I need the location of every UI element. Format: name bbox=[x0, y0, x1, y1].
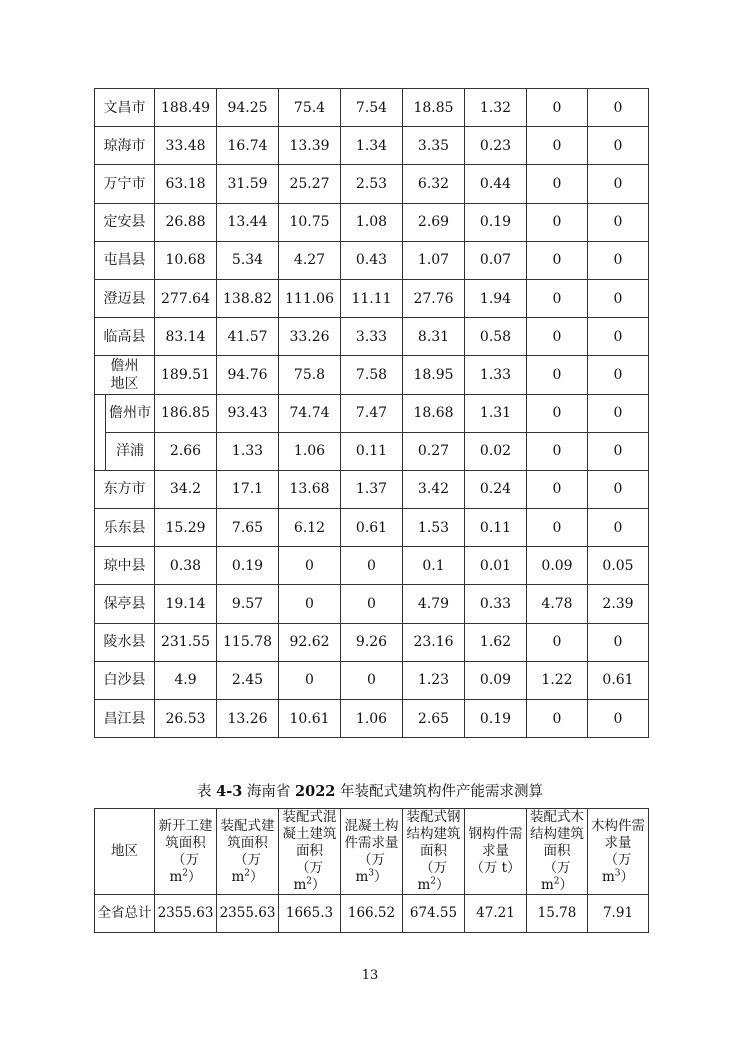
table-cell: 0 bbox=[527, 279, 588, 317]
header-unit-exponent: 2 bbox=[430, 876, 437, 887]
table-cell: 0 bbox=[588, 241, 649, 279]
table-cell: 63.18 bbox=[155, 165, 217, 203]
table-cell: 25.27 bbox=[279, 165, 341, 203]
table-cell: 2355.63 bbox=[155, 895, 217, 933]
header-line bbox=[155, 852, 216, 886]
table-cell: 4.79 bbox=[403, 585, 465, 623]
table-cell: 0.44 bbox=[465, 165, 527, 203]
table-cell: 0 bbox=[527, 241, 588, 279]
table-cell: 1.06 bbox=[279, 432, 341, 470]
header-cell bbox=[527, 809, 588, 895]
table-cell: 0.07 bbox=[465, 241, 527, 279]
row-name: 昌江县 bbox=[95, 700, 155, 738]
table-cell: 0 bbox=[527, 700, 588, 738]
table-row bbox=[95, 470, 649, 508]
row-name: 临高县 bbox=[95, 318, 155, 356]
table-cell: 75.8 bbox=[279, 356, 341, 394]
table-cell: 13.44 bbox=[217, 203, 279, 241]
row-name: 澄迈县 bbox=[95, 279, 155, 317]
header-unit-exponent: 2 bbox=[306, 876, 313, 887]
table-cell: 2.65 bbox=[403, 700, 465, 738]
header-cell bbox=[588, 809, 649, 895]
table-row bbox=[95, 585, 649, 623]
header-unit-close: ） bbox=[188, 868, 202, 885]
header-line bbox=[279, 809, 340, 826]
table-cell: 0 bbox=[341, 547, 403, 585]
header-cell bbox=[217, 809, 279, 895]
table-cell: 3.33 bbox=[341, 318, 403, 356]
table-cell: 13.39 bbox=[279, 127, 341, 165]
table-cell: 189.51 bbox=[155, 356, 217, 394]
header-unit-close: ） bbox=[436, 877, 450, 893]
table-cell: 0.19 bbox=[217, 547, 279, 585]
table-cell: 0 bbox=[588, 432, 649, 470]
table-row bbox=[95, 318, 649, 356]
header-line bbox=[588, 835, 648, 852]
table-cell: 4.78 bbox=[527, 585, 588, 623]
table-cell: 26.53 bbox=[155, 700, 217, 738]
table-cell: 1.33 bbox=[217, 432, 279, 470]
header-cell bbox=[279, 809, 341, 895]
row-name: 洋浦 bbox=[106, 432, 155, 470]
table-cell: 18.68 bbox=[403, 394, 465, 432]
header-text: 结构建筑 bbox=[530, 826, 584, 842]
table-cell: 0.33 bbox=[465, 585, 527, 623]
table-cell: 1.07 bbox=[403, 241, 465, 279]
header-text: 凝土建筑 bbox=[282, 826, 337, 842]
table-cell: 0 bbox=[527, 394, 588, 432]
row-name: 琼中县 bbox=[95, 547, 155, 585]
table-row bbox=[95, 279, 649, 317]
row-name: 琼海市 bbox=[95, 127, 155, 165]
table-cell: 16.74 bbox=[217, 127, 279, 165]
table-cell: 0 bbox=[588, 89, 649, 127]
header-cell bbox=[465, 809, 527, 895]
table-cell: 0.09 bbox=[527, 547, 588, 585]
table-row bbox=[95, 700, 649, 738]
page-number: 13 bbox=[361, 968, 379, 983]
row-name-line: 儋州 bbox=[110, 357, 139, 374]
table-cell: 0.19 bbox=[465, 700, 527, 738]
header-text: （万 m bbox=[231, 851, 261, 885]
table-cell: 1.94 bbox=[465, 279, 527, 317]
header-text: （万 m bbox=[293, 860, 323, 893]
table-cell: 0 bbox=[588, 470, 649, 508]
table-cell: 115.78 bbox=[217, 623, 279, 661]
table-cell: 0 bbox=[341, 661, 403, 699]
table-cell: 0 bbox=[341, 585, 403, 623]
table-cell: 0 bbox=[588, 356, 649, 394]
table-cell: 3.42 bbox=[403, 470, 465, 508]
row-name: 全省总计 bbox=[95, 895, 155, 933]
table-row bbox=[95, 661, 649, 699]
table-cell: 92.62 bbox=[279, 623, 341, 661]
header-text: 装配式混 bbox=[282, 809, 337, 825]
header-unit-exponent: 2 bbox=[182, 868, 189, 878]
table-cell: 41.57 bbox=[217, 318, 279, 356]
row-name: 保亭县 bbox=[95, 585, 155, 623]
table-row bbox=[95, 356, 649, 394]
header-text: （万 m bbox=[355, 851, 385, 885]
row-name: 定安县 bbox=[95, 203, 155, 241]
table-cell: 0 bbox=[588, 279, 649, 317]
header-unit-close: ） bbox=[312, 877, 326, 893]
table-cell: 94.25 bbox=[217, 89, 279, 127]
table-cell: 10.75 bbox=[279, 203, 341, 241]
header-line bbox=[588, 852, 648, 886]
table-cell: 0 bbox=[527, 356, 588, 394]
table-body bbox=[95, 89, 649, 738]
header-text: 混凝土构 bbox=[344, 817, 399, 834]
table-cell: 31.59 bbox=[217, 165, 279, 203]
header-text: 钢构件需 bbox=[468, 826, 523, 842]
table-cell: 94.76 bbox=[217, 356, 279, 394]
table-total-row bbox=[95, 895, 649, 933]
table-cell: 15.29 bbox=[155, 509, 217, 547]
table-cell: 0 bbox=[279, 547, 341, 585]
table-cell: 0.23 bbox=[465, 127, 527, 165]
table-cell: 75.4 bbox=[279, 89, 341, 127]
table-cell: 11.11 bbox=[341, 279, 403, 317]
table-cell: 0.43 bbox=[341, 241, 403, 279]
header-text: 筑面积 bbox=[227, 834, 268, 851]
table-cell: 166.52 bbox=[341, 895, 403, 933]
table-cell: 6.32 bbox=[403, 165, 465, 203]
header-line bbox=[403, 843, 464, 860]
table-cell: 0 bbox=[527, 203, 588, 241]
header-line bbox=[527, 860, 587, 894]
header-text: 求量 bbox=[604, 834, 632, 851]
table-cell: 0.38 bbox=[155, 547, 217, 585]
table-row bbox=[95, 165, 649, 203]
table-cell: 0.27 bbox=[403, 432, 465, 470]
header-line bbox=[155, 835, 216, 852]
header-line bbox=[341, 818, 402, 835]
caption-number: 4-3 bbox=[216, 783, 243, 800]
table-cell: 0 bbox=[588, 165, 649, 203]
table-cell: 0.11 bbox=[465, 509, 527, 547]
table-cell: 3.35 bbox=[403, 127, 465, 165]
indent-cell bbox=[95, 394, 106, 432]
table-cell: 0 bbox=[588, 394, 649, 432]
header-line bbox=[155, 818, 216, 835]
table-row bbox=[95, 394, 649, 432]
table-cell: 0.1 bbox=[403, 547, 465, 585]
header-cell bbox=[155, 809, 217, 895]
caption-text-1: 海南省 bbox=[242, 784, 296, 800]
caption-prefix: 表 bbox=[197, 784, 217, 800]
table-cell: 1.37 bbox=[341, 470, 403, 508]
header-text: 面积 bbox=[420, 843, 447, 859]
row-name: 陵水县 bbox=[95, 623, 155, 661]
table-cell: 0.24 bbox=[465, 470, 527, 508]
header-unit-close: ） bbox=[559, 877, 574, 893]
header-text: 装配式钢 bbox=[406, 809, 461, 825]
table-cell: 33.48 bbox=[155, 127, 217, 165]
table-cell: 0 bbox=[527, 509, 588, 547]
table-cell: 10.68 bbox=[155, 241, 217, 279]
header-line bbox=[403, 826, 464, 843]
header-text: 件需求量 bbox=[344, 834, 399, 851]
table-cell: 26.88 bbox=[155, 203, 217, 241]
table-cell: 2.69 bbox=[403, 203, 465, 241]
table-row bbox=[95, 432, 649, 470]
header-text: 面积 bbox=[543, 843, 571, 859]
table-cell: 18.95 bbox=[403, 356, 465, 394]
table-row bbox=[95, 127, 649, 165]
row-name: 屯昌县 bbox=[95, 241, 155, 279]
table-cell: 1.62 bbox=[465, 623, 527, 661]
table-cell: 9.57 bbox=[217, 585, 279, 623]
header-text: 装配式建 bbox=[220, 817, 275, 834]
table-cell: 0.09 bbox=[465, 661, 527, 699]
header-line bbox=[341, 852, 402, 886]
header-line bbox=[588, 818, 648, 835]
table-cell: 0 bbox=[527, 318, 588, 356]
table-cell: 17.1 bbox=[217, 470, 279, 508]
data-table-total bbox=[94, 808, 649, 933]
table-cell: 1.34 bbox=[341, 127, 403, 165]
table-cell: 83.14 bbox=[155, 318, 217, 356]
header-text: 求量 bbox=[482, 843, 509, 859]
header-line bbox=[279, 860, 340, 894]
table-cell: 1.33 bbox=[465, 356, 527, 394]
header-unit-exponent: 3 bbox=[368, 868, 375, 878]
table-cell: 188.49 bbox=[155, 89, 217, 127]
row-name-line: 地区 bbox=[110, 375, 139, 392]
row-name: 儋州市 bbox=[106, 394, 155, 432]
table-cell: 0.61 bbox=[341, 509, 403, 547]
table-cell: 5.34 bbox=[217, 241, 279, 279]
table-cell: 4.9 bbox=[155, 661, 217, 699]
header-line bbox=[527, 826, 587, 843]
header-cell bbox=[341, 809, 403, 895]
table-cell: 19.14 bbox=[155, 585, 217, 623]
table-row bbox=[95, 241, 649, 279]
header-cell bbox=[95, 809, 155, 895]
header-text: 木构件需 bbox=[591, 817, 645, 834]
header-line bbox=[527, 809, 587, 826]
table-cell: 2.45 bbox=[217, 661, 279, 699]
header-unit-exponent: 2 bbox=[244, 868, 251, 878]
table-cell: 7.65 bbox=[217, 509, 279, 547]
table-cell: 0.02 bbox=[465, 432, 527, 470]
header-unit-exponent: 2 bbox=[553, 876, 560, 887]
table-cell: 277.64 bbox=[155, 279, 217, 317]
table-cell: 2.66 bbox=[155, 432, 217, 470]
table-row bbox=[95, 623, 649, 661]
header-text: （万 m bbox=[169, 851, 199, 885]
header-text: （万 m bbox=[540, 860, 571, 893]
table-cell: 1.32 bbox=[465, 89, 527, 127]
table-cell: 0 bbox=[588, 700, 649, 738]
header-line bbox=[465, 860, 526, 877]
table-cell: 7.91 bbox=[588, 895, 649, 933]
table-cell: 27.76 bbox=[403, 279, 465, 317]
header-line bbox=[465, 826, 526, 843]
header-line bbox=[217, 852, 278, 886]
row-name: 东方市 bbox=[95, 470, 155, 508]
table-cell: 0.58 bbox=[465, 318, 527, 356]
row-name: 乐东县 bbox=[95, 509, 155, 547]
table-cell: 0 bbox=[588, 509, 649, 547]
table-cell: 1665.3 bbox=[279, 895, 341, 933]
table-cell: 7.54 bbox=[341, 89, 403, 127]
table-cell: 2.39 bbox=[588, 585, 649, 623]
header-unit-close: ） bbox=[620, 868, 635, 885]
table-cell: 7.58 bbox=[341, 356, 403, 394]
header-line bbox=[341, 835, 402, 852]
header-text: 筑面积 bbox=[165, 834, 206, 851]
table-cell: 93.43 bbox=[217, 394, 279, 432]
table-cell: 0 bbox=[527, 623, 588, 661]
table-cell: 10.61 bbox=[279, 700, 341, 738]
header-line bbox=[279, 843, 340, 860]
table-caption bbox=[0, 780, 740, 801]
table-cell: 674.55 bbox=[403, 895, 465, 933]
table-cell: 1.23 bbox=[403, 661, 465, 699]
table-cell: 1.22 bbox=[527, 661, 588, 699]
header-text: 地区 bbox=[111, 843, 138, 859]
table-row bbox=[95, 203, 649, 241]
table-cell: 2.53 bbox=[341, 165, 403, 203]
header-text: 结构建筑 bbox=[406, 826, 461, 842]
table-cell: 0 bbox=[588, 203, 649, 241]
header-unit-close: ） bbox=[250, 868, 264, 885]
header-text: （万 t） bbox=[470, 860, 521, 876]
table-cell: 0.05 bbox=[588, 547, 649, 585]
header-text: （万 m bbox=[601, 851, 632, 885]
table-cell: 0 bbox=[279, 661, 341, 699]
table-cell: 0.61 bbox=[588, 661, 649, 699]
header-unit-exponent: 3 bbox=[614, 868, 621, 878]
table-cell: 0.01 bbox=[465, 547, 527, 585]
table-cell: 9.26 bbox=[341, 623, 403, 661]
table-cell: 47.21 bbox=[465, 895, 527, 933]
header-line bbox=[527, 843, 587, 860]
table-header-row bbox=[95, 809, 649, 895]
row-name: 白沙县 bbox=[95, 661, 155, 699]
header-text: 新开工建 bbox=[158, 817, 213, 834]
table-cell: 7.47 bbox=[341, 394, 403, 432]
header-unit-close: ） bbox=[374, 868, 388, 885]
table-cell: 33.26 bbox=[279, 318, 341, 356]
table-cell: 2355.63 bbox=[217, 895, 279, 933]
table-cell: 0 bbox=[588, 623, 649, 661]
header-text: 装配式木 bbox=[530, 809, 584, 825]
table-cell: 18.85 bbox=[403, 89, 465, 127]
table-row bbox=[95, 547, 649, 585]
header-text: （万 m bbox=[417, 860, 447, 893]
table-cell: 23.16 bbox=[403, 623, 465, 661]
header-line bbox=[403, 860, 464, 894]
header-line bbox=[403, 809, 464, 826]
header-line bbox=[279, 826, 340, 843]
table-cell: 15.78 bbox=[527, 895, 588, 933]
header-line bbox=[217, 818, 278, 835]
row-name: 万宁市 bbox=[95, 165, 155, 203]
table-cell: 0 bbox=[588, 127, 649, 165]
table-cell: 13.68 bbox=[279, 470, 341, 508]
row-name: 文昌市 bbox=[95, 89, 155, 127]
table-cell: 0 bbox=[527, 89, 588, 127]
table-cell: 34.2 bbox=[155, 470, 217, 508]
table-cell: 74.74 bbox=[279, 394, 341, 432]
table-cell: 6.12 bbox=[279, 509, 341, 547]
table-cell: 1.31 bbox=[465, 394, 527, 432]
caption-year: 2022 bbox=[295, 783, 336, 800]
table-cell: 231.55 bbox=[155, 623, 217, 661]
data-table-upper bbox=[94, 88, 649, 738]
table-cell: 1.06 bbox=[341, 700, 403, 738]
table-cell: 8.31 bbox=[403, 318, 465, 356]
table-cell: 186.85 bbox=[155, 394, 217, 432]
table-cell: 111.06 bbox=[279, 279, 341, 317]
table-cell: 1.08 bbox=[341, 203, 403, 241]
table-cell: 4.27 bbox=[279, 241, 341, 279]
table-cell: 1.53 bbox=[403, 509, 465, 547]
table-cell: 13.26 bbox=[217, 700, 279, 738]
table-cell: 0 bbox=[527, 432, 588, 470]
table-cell: 0 bbox=[527, 127, 588, 165]
caption-text-2: 年装配式建筑构件产能需求测算 bbox=[335, 784, 543, 800]
header-text: 面积 bbox=[296, 843, 323, 859]
indent-cell bbox=[95, 432, 106, 470]
header-line bbox=[95, 843, 154, 860]
table-cell: 138.82 bbox=[217, 279, 279, 317]
table-cell: 0 bbox=[527, 165, 588, 203]
table-cell: 0.19 bbox=[465, 203, 527, 241]
table-cell: 0 bbox=[588, 318, 649, 356]
table-row bbox=[95, 89, 649, 127]
header-cell bbox=[403, 809, 465, 895]
table-cell: 0 bbox=[527, 470, 588, 508]
header-line bbox=[465, 843, 526, 860]
table-row bbox=[95, 509, 649, 547]
table-cell: 0.11 bbox=[341, 432, 403, 470]
header-line bbox=[217, 835, 278, 852]
table-cell: 0 bbox=[279, 585, 341, 623]
row-name bbox=[95, 356, 155, 394]
